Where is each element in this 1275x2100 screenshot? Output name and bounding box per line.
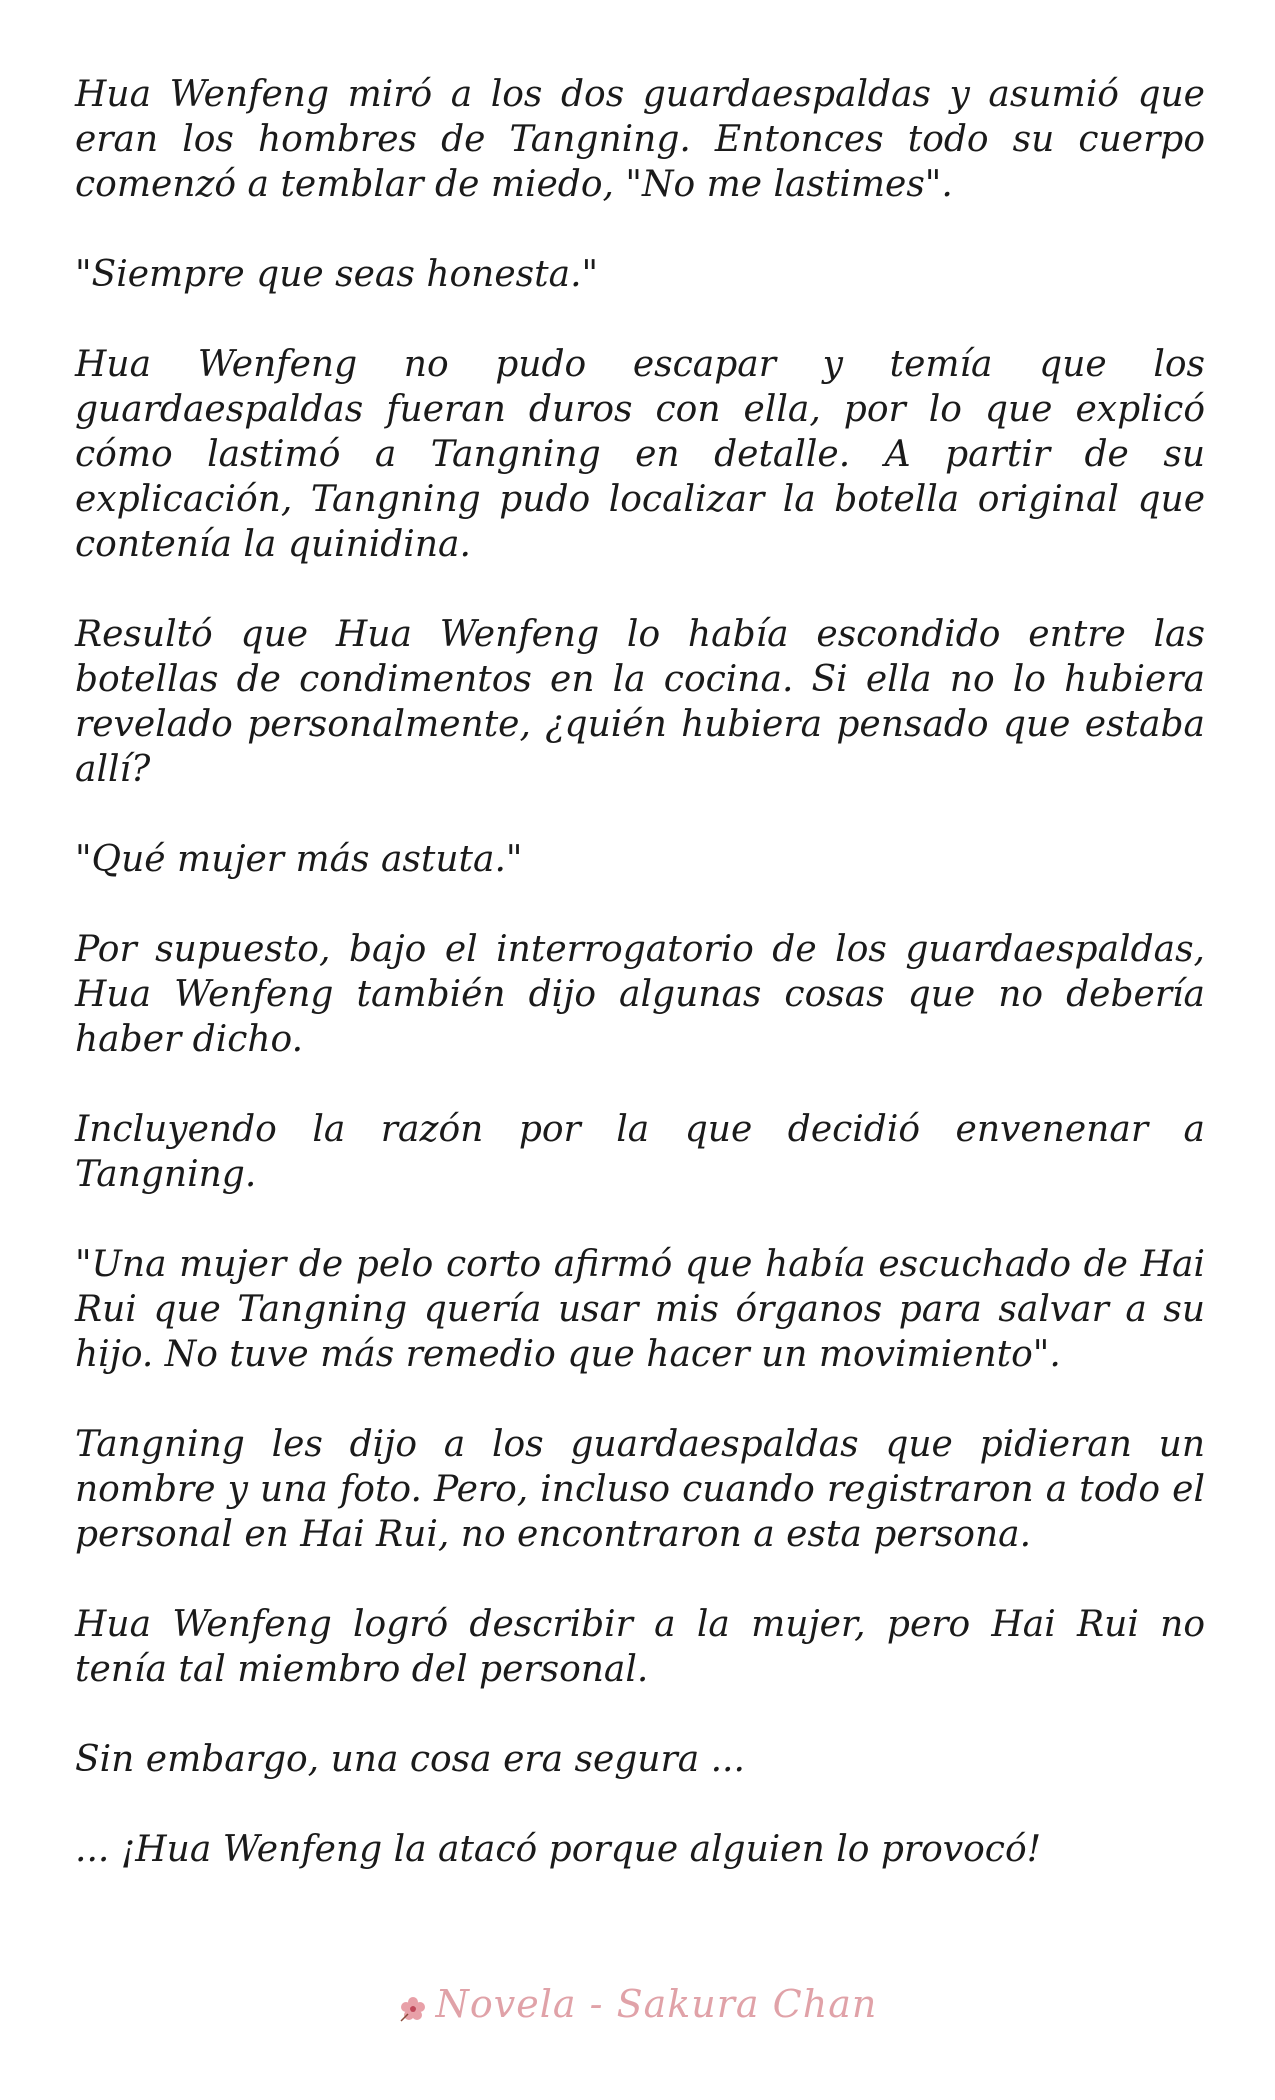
document-body xyxy=(75,72,1205,1872)
paragraph-11: Sin embargo, una cosa era segura ... xyxy=(75,1739,745,1780)
paragraph-3: Hua Wenfeng no pudo escapar y temía que los guardaespaldas fueran duros con ella, por lo que explicó cómo lastimó a Tangning en detalle. A partir de su explicación, Tangning pudo localizar la botella original que contenía la quinidina. xyxy=(75,344,1205,565)
paragraph-1: Hua Wenfeng miró a los dos guardaespaldas y asumió que eran los hombres de Tangning. Entonces todo su cuerpo comenzó a temblar de miedo, "No me lastimes". xyxy=(75,74,1205,205)
paragraph-10: Hua Wenfeng logró describir a la mujer, pero Hai Rui no tenía tal miembro del personal. xyxy=(75,1604,1205,1690)
paragraph-8: "Una mujer de pelo corto afirmó que había escuchado de Hai Rui que Tangning quería usar mis órganos para salvar a su hijo. No tuve más remedio que hacer un movimiento". xyxy=(75,1244,1205,1375)
watermark xyxy=(0,1982,1275,2026)
paragraph-7: Incluyendo la razón por la que decidió envenenar a Tangning. xyxy=(75,1109,1205,1195)
watermark-text: Novela - Sakura Chan xyxy=(435,1982,878,2026)
paragraph-4: Resultó que Hua Wenfeng lo había escondido entre las botellas de condimentos en la cocina. Si ella no lo hubiera revelado personalmente, ¿quién hubiera pensado que estaba allí? xyxy=(75,614,1205,790)
paragraph-2: "Siempre que seas honesta." xyxy=(75,254,599,295)
paragraph-6: Por supuesto, bajo el interrogatorio de los guardaespaldas, Hua Wenfeng también dijo algunas cosas que no debería haber dicho. xyxy=(75,929,1205,1060)
paragraph-12: ... ¡Hua Wenfeng la atacó porque alguien lo provocó! xyxy=(75,1829,1042,1870)
paragraph-5: "Qué mujer más astuta." xyxy=(75,839,523,880)
paragraph-9: Tangning les dijo a los guardaespaldas que pidieran un nombre y una foto. Pero, incluso cuando registraron a todo el personal en Hai Rui, no encontraron a esta persona. xyxy=(75,1424,1205,1555)
sakura-flower-icon xyxy=(398,1989,428,2019)
